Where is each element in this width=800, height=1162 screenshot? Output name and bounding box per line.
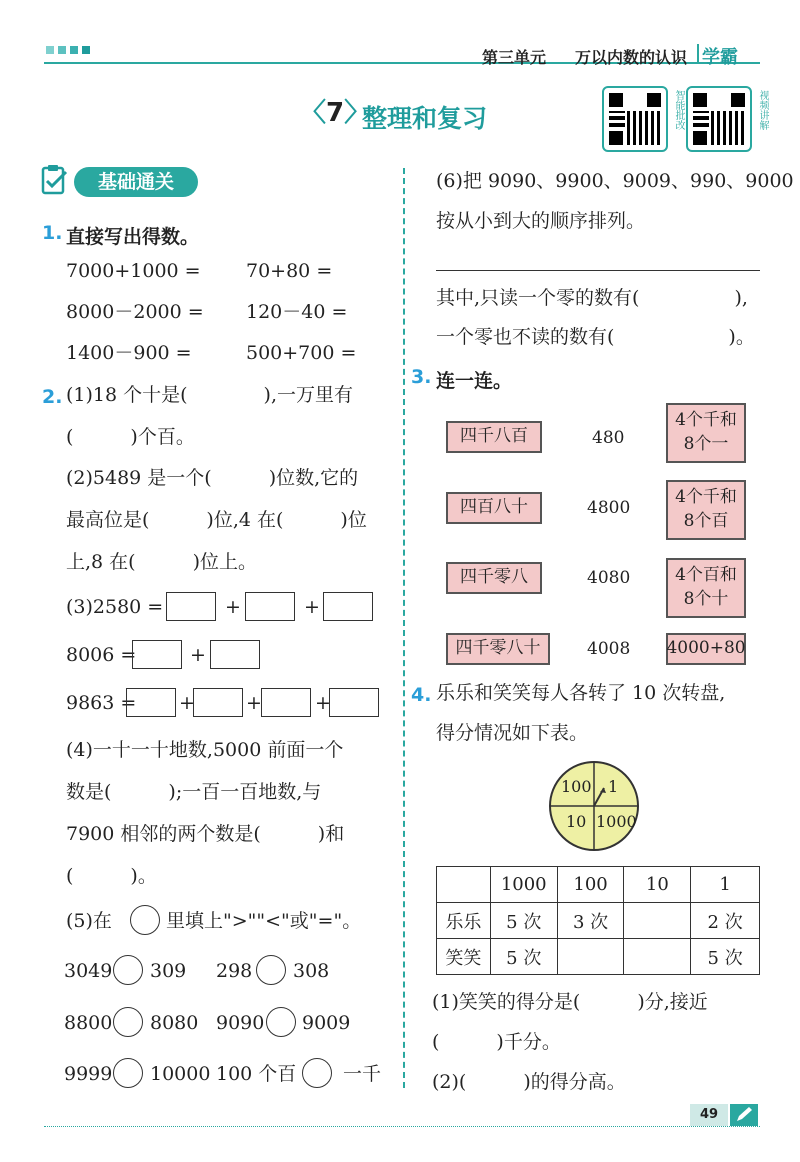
answer-box[interactable] [210, 640, 260, 669]
q2-p4-line2: 数是( );一百一百地数,与 [66, 781, 322, 803]
q4-text-line1: 乐乐和笑笑每人各转了 10 次转盘, [436, 682, 726, 704]
q2-p2-line1: (2)5489 是一个( )位数,它的 [66, 467, 359, 489]
answer-line[interactable] [436, 270, 760, 271]
q2-p5-text-a: (5)在 [66, 910, 112, 932]
lesson-title: 整理和复习 [362, 104, 488, 133]
table-cell [557, 939, 624, 975]
match-right-line: 4个千和 [675, 410, 737, 431]
qr-label-grading: 智能批改 [673, 90, 684, 130]
answer-box[interactable] [166, 592, 216, 621]
cmp-left: 9999 [64, 1063, 113, 1085]
table-cell [437, 867, 491, 903]
lesson-left-bracket: 〈 [300, 98, 327, 128]
q1-item-2: 70+80 = [246, 260, 333, 282]
match-right-line: 4个百和 [675, 565, 737, 586]
table-cell: 5 次 [490, 903, 557, 939]
table-cell [624, 939, 691, 975]
table-cell: 5 次 [691, 939, 760, 975]
qr-code-grading[interactable] [602, 86, 668, 152]
cmp-left: 3049 [64, 960, 113, 982]
cmp-right: 309 [150, 960, 187, 982]
q2-p2-line3: 上,8 在( )位上。 [66, 551, 257, 573]
compare-circle[interactable] [266, 1007, 296, 1037]
match-mid-item[interactable]: 4800 [587, 498, 631, 518]
q1-number: 1. [42, 222, 63, 244]
compare-circle[interactable] [302, 1058, 332, 1088]
cmp-left: 100 个百 [216, 1063, 297, 1085]
q1-title: 直接写出得数。 [66, 226, 200, 248]
qr-label-video: 视频讲解 [757, 90, 768, 130]
q4-number: 4. [411, 684, 432, 706]
match-right-line: 4个千和 [675, 487, 737, 508]
table-cell: 笑笑 [437, 939, 491, 975]
q2-p1-line2: ( )个百。 [66, 426, 195, 448]
answer-box[interactable] [193, 688, 243, 717]
qr-code-video[interactable] [686, 86, 752, 152]
column-divider [403, 168, 405, 1088]
compare-circle[interactable] [113, 1007, 143, 1037]
answer-box[interactable] [323, 592, 373, 621]
table-cell: 5 次 [490, 939, 557, 975]
table-cell: 1000 [490, 867, 557, 903]
answer-box[interactable] [245, 592, 295, 621]
table-cell: 乐乐 [437, 903, 491, 939]
page-number-badge [690, 1104, 728, 1126]
q1-item-6: 500+700 = [246, 342, 357, 364]
q1-item-5: 1400－900 = [66, 342, 192, 364]
cmp-right: 9009 [302, 1012, 351, 1034]
answer-box[interactable] [329, 688, 379, 717]
match-left-item[interactable]: 四百八十 [446, 492, 542, 524]
q3-number: 3. [411, 366, 432, 388]
table-cell: 10 [624, 867, 691, 903]
section-title-badge [74, 167, 198, 197]
table-cell: 1 [691, 867, 760, 903]
match-mid-item[interactable]: 4008 [587, 639, 631, 659]
q1-item-4: 120－40 = [246, 301, 348, 323]
match-right-line: 8个十 [683, 589, 729, 609]
table-cell: 2 次 [691, 903, 760, 939]
match-right-item[interactable] [666, 403, 746, 463]
compare-circle[interactable] [113, 1058, 143, 1088]
cmp-left: 9090 [216, 1012, 265, 1034]
table-header-row [437, 867, 760, 903]
match-right-item[interactable] [666, 558, 746, 618]
q2-p6-line1: (6)把 9090、9900、9009、990、9000 [436, 170, 794, 192]
section-title: 基础通关 [97, 171, 174, 193]
wheel-label: 100 [561, 777, 592, 796]
plus-sign: + [315, 692, 331, 714]
score-table [436, 866, 760, 975]
answer-box[interactable] [126, 688, 176, 717]
q1-item-3: 8000－2000 = [66, 301, 204, 323]
plus-sign: + [190, 644, 206, 666]
answer-box[interactable] [132, 640, 182, 669]
plus-sign: + [246, 692, 262, 714]
answer-box[interactable] [261, 688, 311, 717]
header-chapter: 第三单元 [482, 48, 547, 67]
cmp-left: 298 [216, 960, 253, 982]
match-mid-item[interactable]: 480 [592, 428, 625, 448]
header-divider [697, 44, 699, 62]
match-left-item[interactable]: 四千零八 [446, 562, 542, 594]
q2-p3-expr-2580: (3)2580 = [66, 596, 164, 618]
q2-p4-line3: 7900 相邻的两个数是( )和 [66, 823, 345, 845]
cmp-right: 10000 [150, 1063, 211, 1085]
clipboard-check-icon [40, 164, 70, 196]
table-cell [624, 903, 691, 939]
page-number: 49 [699, 1107, 719, 1122]
lesson-number-badge [300, 96, 371, 130]
wheel-label: 10 [566, 812, 587, 831]
table-row [437, 903, 760, 939]
header-topic: 万以内数的认识 [575, 48, 688, 67]
compare-circle[interactable] [113, 955, 143, 985]
spinner-wheel [548, 760, 640, 852]
header-squares [46, 46, 90, 54]
q2-p6-line3: 其中,只读一个零的数有( ), [436, 287, 748, 309]
footer-line [44, 1126, 760, 1127]
brand-logo: 学霸 [702, 47, 738, 68]
cmp-left: 8800 [64, 1012, 113, 1034]
pencil-icon [730, 1104, 758, 1126]
compare-circle[interactable] [130, 905, 160, 935]
table-cell: 3 次 [557, 903, 624, 939]
q1-item-1: 7000+1000 = [66, 260, 201, 282]
match-right-line: 8个一 [683, 434, 729, 454]
compare-circle[interactable] [256, 955, 286, 985]
q2-p3-expr-8006: 8006 = [66, 644, 137, 666]
q4-sub1-line1: (1)笑笑的得分是( )分,接近 [432, 991, 708, 1013]
q2-p6-line4: 一个零也不读的数有( )。 [436, 326, 755, 348]
wheel-label: 1000 [596, 812, 637, 831]
plus-sign: + [225, 596, 241, 618]
plus-sign: + [179, 692, 195, 714]
q2-p2-line2: 最高位是( )位,4 在( )位 [66, 509, 367, 531]
q2-number: 2. [42, 386, 63, 408]
q2-p6-line2: 按从小到大的顺序排列。 [436, 210, 646, 232]
lesson-number: 7 [326, 98, 345, 128]
q2-p4-line4: ( )。 [66, 865, 157, 887]
q4-text-line2: 得分情况如下表。 [436, 722, 589, 744]
match-right-line: 8个百 [683, 511, 729, 531]
match-left-item[interactable]: 四千八百 [446, 421, 542, 453]
cmp-right: 8080 [150, 1012, 199, 1034]
match-right-item[interactable]: 4000+80 [666, 633, 746, 665]
table-cell: 100 [557, 867, 624, 903]
q2-p5-text-b: 里填上">""<"或"="。 [166, 910, 362, 932]
q2-p3-expr-9863: 9863 = [66, 692, 137, 714]
table-row [437, 939, 760, 975]
match-left-item[interactable]: 四千零八十 [446, 633, 550, 665]
cmp-right: 308 [293, 960, 330, 982]
cmp-right: 一千 [343, 1063, 382, 1085]
wheel-label: 1 [608, 777, 619, 796]
q4-sub1-line2: ( )千分。 [432, 1031, 561, 1053]
q3-title: 连一连。 [436, 370, 513, 392]
match-mid-item[interactable]: 4080 [587, 568, 631, 588]
lesson-right-bracket: 〉 [344, 98, 371, 128]
q2-p4-line1: (4)一十一十地数,5000 前面一个 [66, 739, 344, 761]
q4-sub2: (2)( )的得分高。 [432, 1071, 626, 1093]
plus-sign: + [304, 596, 320, 618]
match-right-item[interactable] [666, 480, 746, 540]
q2-p1-line1: (1)18 个十是( ),一万里有 [66, 384, 353, 406]
